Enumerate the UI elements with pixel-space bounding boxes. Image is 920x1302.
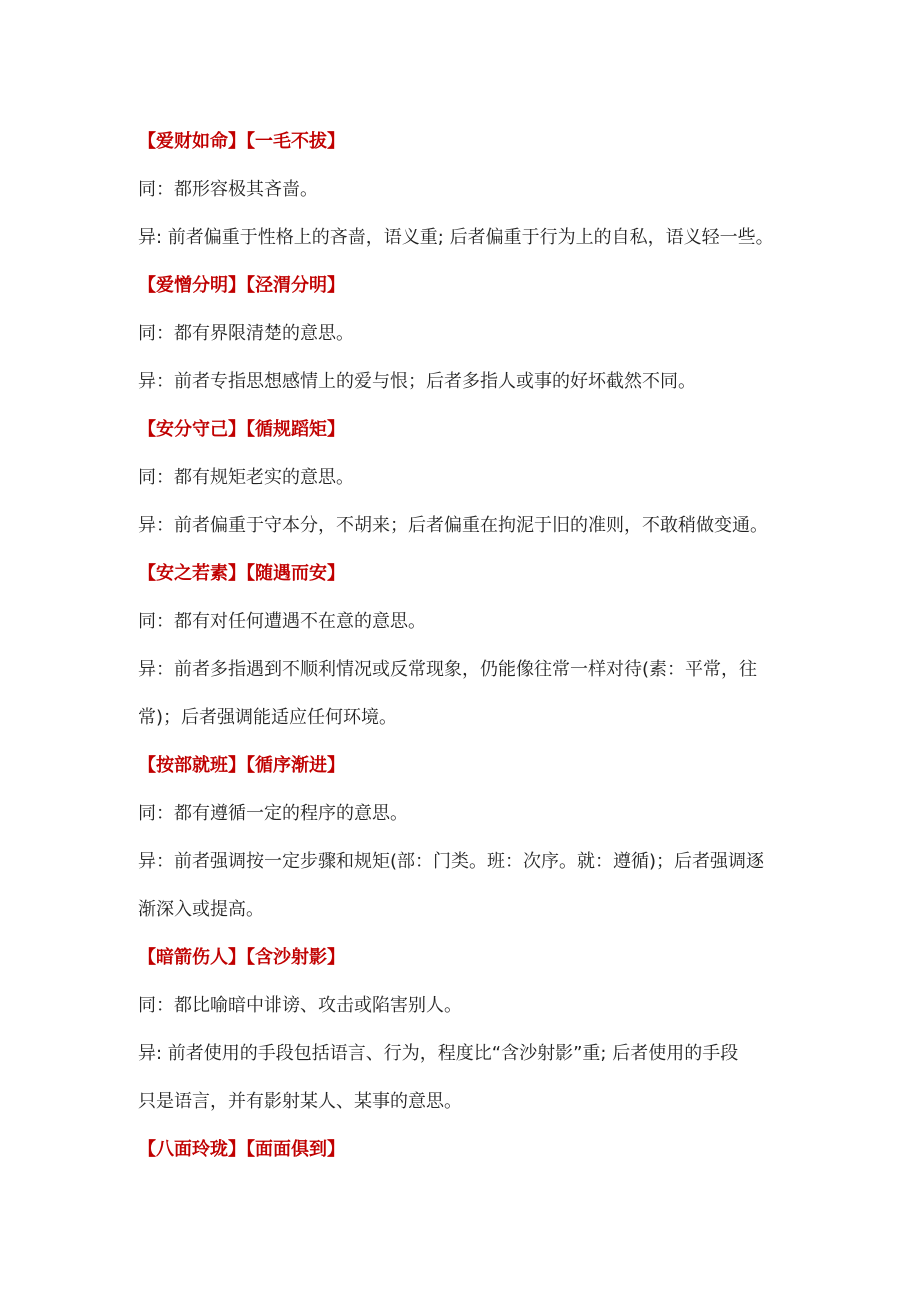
- entry-diff-text-line-1: 异：前者强调按一定步骤和规矩(部：门类。班：次序。就：遵循)；后者强调逐: [138, 851, 765, 872]
- entry-heading: 【安分守己】【循规蹈矩】: [138, 419, 345, 440]
- entry-diff-text-line-1: 异：前者多指遇到不顺利情况或反常现象，仍能像往常一样对待(素：平常，往: [138, 659, 758, 680]
- entry-diff-text-line-2: 渐深入或提高。: [138, 899, 264, 920]
- entry-heading: 【爱憎分明】【泾渭分明】: [138, 275, 345, 296]
- entry-4: [138, 550, 798, 742]
- entry-heading: 【按部就班】【循序渐进】: [138, 755, 345, 776]
- entry-heading: 【安之若素】【随遇而安】: [138, 563, 345, 584]
- idiom-comparison-list: [138, 118, 798, 1174]
- entry-same-text: 同：都形容极其吝啬。: [138, 179, 318, 200]
- entry-diff-text: 异：前者偏重于守本分，不胡来；后者偏重在拘泥于旧的准则，不敢稍做变通。: [138, 515, 768, 536]
- entry-diff-text-line-2: 只是语言，并有影射某人、某事的意思。: [138, 1091, 462, 1112]
- entry-7: [138, 1126, 798, 1174]
- entry-same-text: 同：都有遵循一定的程序的意思。: [138, 803, 408, 824]
- entry-same-text: 同：都有对任何遭遇不在意的意思。: [138, 611, 426, 632]
- entry-heading: 【爱财如命】【一毛不拔】: [138, 131, 345, 152]
- entry-3: [138, 406, 798, 550]
- entry-same-text: 同：都有界限清楚的意思。: [138, 323, 354, 344]
- entry-same-text: 同：都有规矩老实的意思。: [138, 467, 354, 488]
- entry-same-text: 同：都比喻暗中诽谤、攻击或陷害别人。: [138, 995, 462, 1016]
- entry-1: [138, 118, 798, 262]
- entry-heading: 【暗箭伤人】【含沙射影】: [138, 947, 345, 968]
- entry-2: [138, 262, 798, 406]
- entry-diff-text: 异: 前者偏重于性格上的吝啬，语义重; 后者偏重于行为上的自私，语义轻一些。: [138, 227, 774, 248]
- entry-5: [138, 742, 798, 934]
- entry-heading: 【八面玲珑】【面面俱到】: [138, 1139, 345, 1160]
- entry-diff-text-line-1: 异: 前者使用的手段包括语言、行为，程度比“含沙射影”重; 后者使用的手段: [138, 1043, 739, 1064]
- entry-diff-text-line-2: 常)；后者强调能适应任何环境。: [138, 707, 398, 728]
- entry-diff-text: 异：前者专指思想感情上的爱与恨；后者多指人或事的好坏截然不同。: [138, 371, 696, 392]
- entry-6: [138, 934, 798, 1126]
